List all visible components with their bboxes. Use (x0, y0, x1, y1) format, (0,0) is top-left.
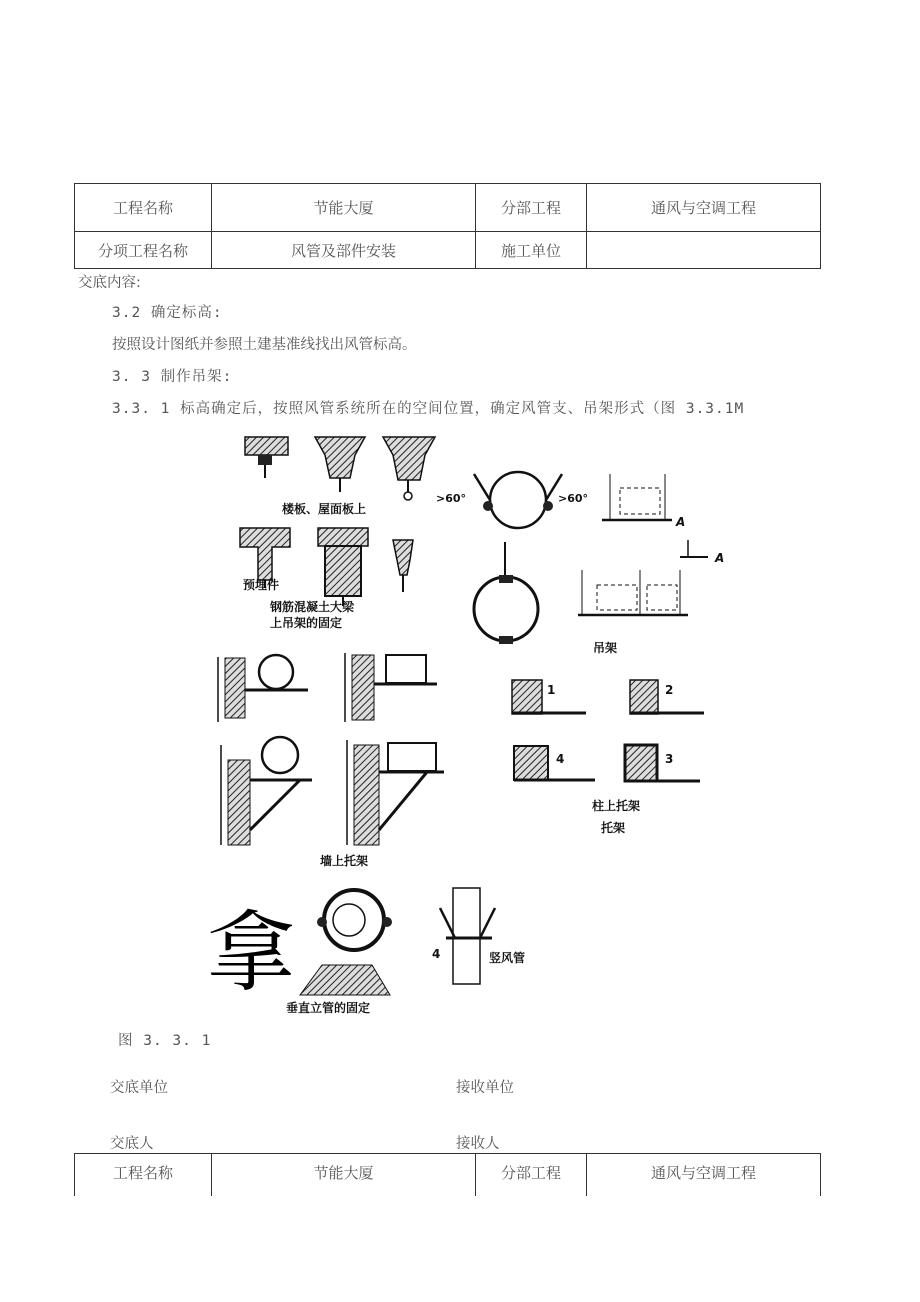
issuer-label: 交底人 (110, 1136, 154, 1152)
large-character: 拿 (207, 901, 296, 1004)
mark-a-2: A (715, 551, 725, 565)
section-3-3-1-text: 3.3. 1 标高确定后，按照风管系统所在的空间位置，确定风管支、吊架形式（图 3.3.1M (112, 401, 745, 417)
column-number-2: 2 (665, 683, 674, 697)
wall-bracket-round-2 (221, 737, 312, 845)
column-number-4: 4 (556, 752, 565, 766)
figure-caption: 图 3. 3. 1 (118, 1033, 212, 1049)
column-bracket-label: 柱上托架 (592, 799, 641, 813)
mark-4: 4 (432, 947, 441, 961)
project-name-value: 节能大厦 (212, 184, 476, 232)
column-bracket-4 (514, 746, 595, 780)
vertical-duct-label: 竖风管 (489, 951, 526, 965)
slab-hanger-detail-1 (245, 437, 288, 478)
column-number-1: 1 (547, 683, 556, 697)
hanger-label: 吊架 (593, 641, 618, 655)
round-duct-clamp (474, 542, 538, 644)
wall-bracket-label: 墙上托架 (320, 854, 369, 868)
wall-bracket-rect-1 (345, 653, 437, 722)
section-3-2-title: 3.2 确定标高: (112, 305, 223, 321)
angle-label-right: >60° (558, 492, 589, 505)
mark-a-1: A (676, 515, 686, 529)
slab-hanger-detail-3 (383, 437, 435, 500)
beam-label-2: 上吊架的固定 (270, 616, 343, 630)
division-value: 通风与空调工程 (587, 184, 821, 232)
division-label: 分部工程 (476, 1154, 587, 1197)
slab-label: 楼板、屋面板上 (282, 502, 367, 516)
wall-bracket-rect-2 (347, 740, 444, 845)
slab-hanger-detail-2 (315, 437, 365, 492)
vertical-duct-clamp (300, 890, 392, 995)
intro-text: 交底内容: (78, 275, 141, 291)
project-name-value: 节能大厦 (212, 1154, 476, 1197)
project-name-label: 工程名称 (75, 184, 212, 232)
angle-label-left: >60° (436, 492, 467, 505)
vertical-fix-label: 垂直立管的固定 (286, 1001, 371, 1015)
contractor-label: 施工单位 (476, 232, 587, 269)
receiving-unit-label: 接收单位 (456, 1080, 514, 1096)
round-duct-hanger (474, 472, 562, 528)
wall-bracket-round-1 (218, 655, 308, 722)
embedded-label: 预埋件 (243, 578, 280, 592)
vertical-duct-detail (440, 888, 495, 984)
beam-hanger-detail (318, 528, 368, 606)
section-3-3-title: 3. 3 制作吊架: (112, 369, 233, 385)
receiver-label: 接收人 (456, 1136, 500, 1152)
column-bracket-3 (625, 745, 700, 781)
rect-duct-hanger-2 (578, 570, 688, 615)
issuing-unit-label: 交底单位 (110, 1080, 168, 1096)
subitem-label: 分项工程名称 (75, 232, 212, 269)
rect-duct-hanger-1 (602, 474, 672, 520)
column-number-3: 3 (665, 752, 674, 766)
division-value: 通风与空调工程 (587, 1154, 821, 1197)
beam-hanger-detail-2 (393, 540, 413, 592)
bracket-label: 托架 (601, 821, 626, 835)
section-3-2-text: 按照设计图纸并参照土建基准线找出风管标高。 (112, 337, 417, 353)
subitem-value: 风管及部件安装 (212, 232, 476, 269)
beam-label-1: 钢筋混凝土大梁 (270, 600, 355, 614)
division-label: 分部工程 (476, 184, 587, 232)
header-table-continued (74, 1153, 821, 1196)
project-name-label: 工程名称 (75, 1154, 212, 1197)
